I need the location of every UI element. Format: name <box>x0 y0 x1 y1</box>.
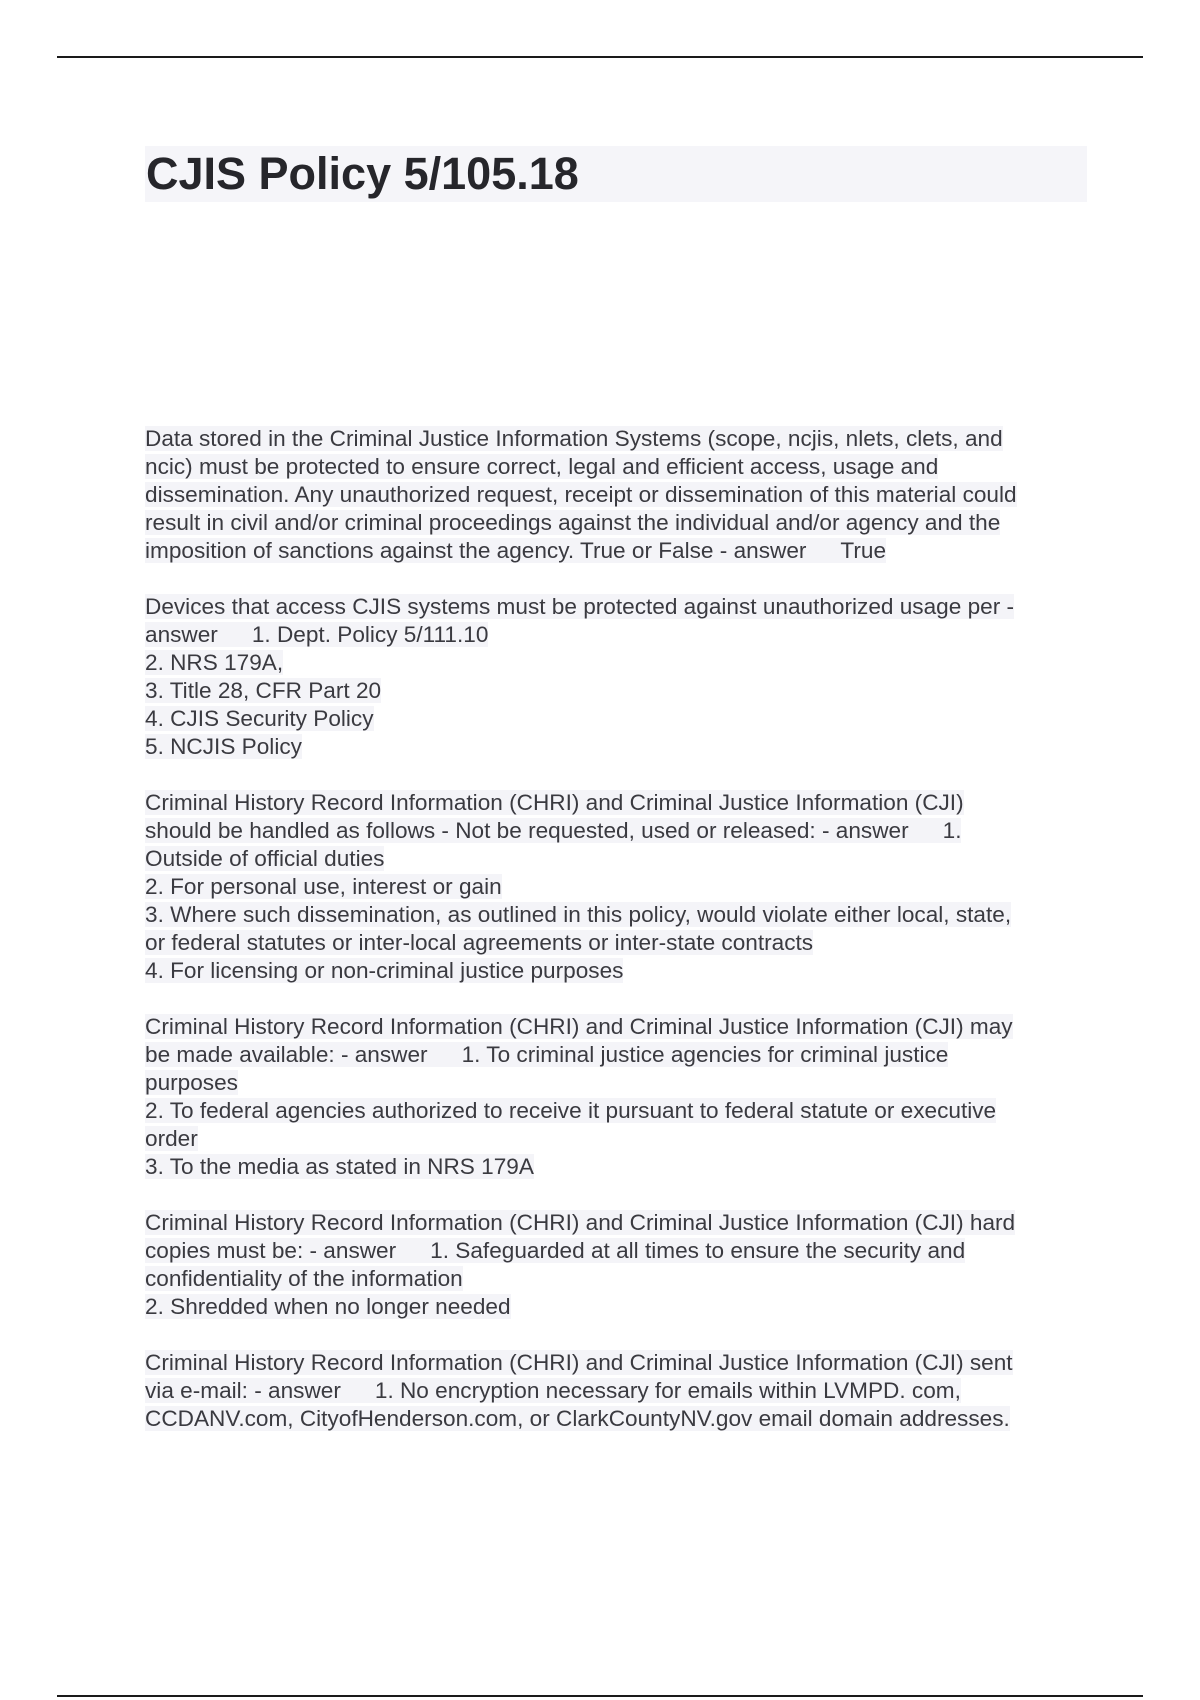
question-text: imposition of sanctions against the agency. True or False - answer <box>145 538 807 563</box>
answer-text: 1. No encryption necessary for emails within LVMPD. com, <box>374 1378 961 1403</box>
header-rule <box>57 56 1143 58</box>
question-text: copies must be: - answer <box>145 1238 397 1263</box>
qa-item <box>145 1209 1087 1321</box>
question-text: Criminal History Record Information (CHRI) and Criminal Justice Information (CJI) <box>145 790 964 815</box>
qa-item <box>145 593 1087 761</box>
qa-item <box>145 1349 1087 1433</box>
document-body <box>145 425 1087 1461</box>
answer-text: 3. Title 28, CFR Part 20 <box>145 678 382 703</box>
qa-item <box>145 425 1087 565</box>
answer-text: 2. NRS 179A, <box>145 650 284 675</box>
answer-text: 1. Dept. Policy 5/111.10 <box>251 622 489 647</box>
answer-text: 2. Shredded when no longer needed <box>145 1294 511 1319</box>
question-text: Criminal History Record Information (CHRI) and Criminal Justice Information (CJI) sent <box>145 1350 1013 1375</box>
document-title: CJIS Policy 5/105.18 <box>146 148 579 199</box>
title-block <box>145 146 1087 202</box>
question-text: via e-mail: - answer <box>145 1378 341 1403</box>
question-text: Criminal History Record Information (CHRI) and Criminal Justice Information (CJI) may <box>145 1014 1013 1039</box>
answer-text: purposes <box>145 1070 238 1095</box>
answer-text: 3. Where such dissemination, as outlined in this policy, would violate either local, state, <box>145 902 1012 927</box>
answer-text: True <box>840 538 887 563</box>
question-text: Data stored in the Criminal Justice Information Systems (scope, ncjis, nlets, clets, and <box>145 426 1003 451</box>
question-text: Criminal History Record Information (CHRI) and Criminal Justice Information (CJI) hard <box>145 1210 1016 1235</box>
answer-text: 1. <box>942 818 962 843</box>
answer-text: 1. Safeguarded at all times to ensure the security and <box>430 1238 966 1263</box>
answer-text: 4. CJIS Security Policy <box>145 706 374 731</box>
answer-text: 4. For licensing or non-criminal justice purposes <box>145 958 624 983</box>
answer-text: or federal statutes or inter-local agreements or inter-state contracts <box>145 930 814 955</box>
question-text: answer <box>145 622 218 647</box>
footer-rule <box>57 1695 1143 1697</box>
question-text: be made available: - answer <box>145 1042 428 1067</box>
answer-text: 5. NCJIS Policy <box>145 734 302 759</box>
question-text: should be handled as follows - Not be requested, used or released: - answer <box>145 818 909 843</box>
question-text: Devices that access CJIS systems must be protected against unauthorized usage per - <box>145 594 1015 619</box>
answer-text: confidentiality of the information <box>145 1266 463 1291</box>
answer-text: Outside of official duties <box>145 846 385 871</box>
question-text: result in civil and/or criminal proceedings against the individual and/or agency and the <box>145 510 1001 535</box>
question-text: dissemination. Any unauthorized request, receipt or dissemination of this material could <box>145 482 1017 507</box>
qa-item <box>145 1013 1087 1181</box>
question-text: ncic) must be protected to ensure correct, legal and efficient access, usage and <box>145 454 939 479</box>
answer-text: order <box>145 1126 198 1151</box>
qa-item <box>145 789 1087 985</box>
answer-text: 3. To the media as stated in NRS 179A <box>145 1154 534 1179</box>
answer-text: 2. To federal agencies authorized to receive it pursuant to federal statute or executive <box>145 1098 997 1123</box>
answer-text: 2. For personal use, interest or gain <box>145 874 502 899</box>
answer-text: CCDANV.com, CityofHenderson.com, or ClarkCountyNV.gov email domain addresses. <box>145 1406 1010 1431</box>
answer-text: 1. To criminal justice agencies for criminal justice <box>461 1042 949 1067</box>
